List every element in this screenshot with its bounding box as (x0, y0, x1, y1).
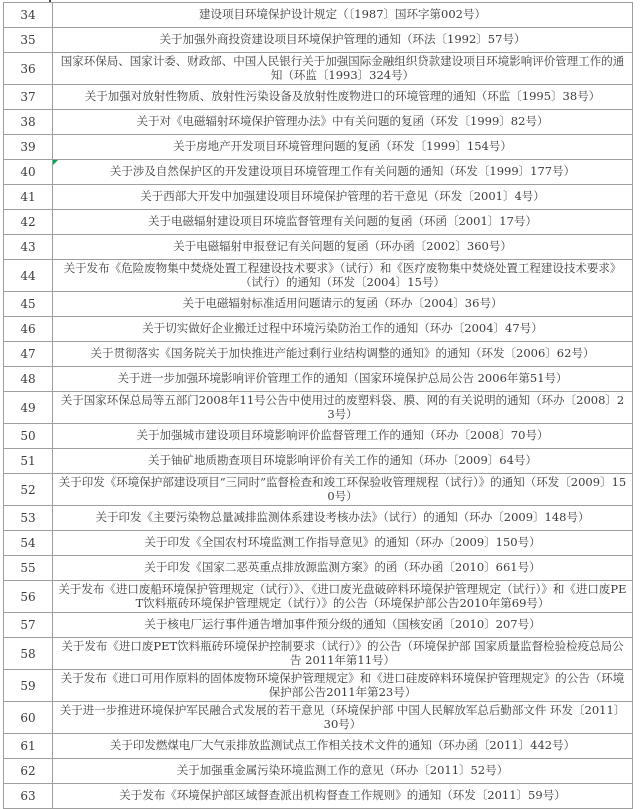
row-number-cell[interactable] (4, 556, 53, 581)
table-row (4, 734, 633, 759)
document-title: 关于电磁辐射申报登记有关问题的复函（环办函〔2002〕360号） (173, 239, 512, 254)
row-number: 54 (20, 536, 36, 550)
document-title: 关于加强城市建设项目环境影响评价监督管理工作的通知（环办〔2008〕70号） (136, 428, 549, 443)
document-title: 关于发布《危险废物集中焚烧处置工程建设技术要求》（试行）和《医疗废物集中焚烧处置工程建设技术要求》（试行）的通知（环发〔2004〕15号） (63, 261, 622, 289)
document-title-cell[interactable] (53, 28, 633, 53)
document-title: 关于对《电磁辐射环境保护管理办法》中有关问题的复函（环发〔1999〕82号） (136, 114, 549, 129)
document-title: 关于印发《主要污染物总量减排监测体系建设考核办法》（试行）的通知（环办〔2009〕148号） (95, 510, 590, 525)
document-title-cell[interactable] (53, 759, 633, 784)
row-number-cell[interactable] (4, 506, 53, 531)
table-row (4, 185, 633, 210)
table-row (4, 260, 633, 292)
row-number-cell[interactable] (4, 317, 53, 342)
row-number: 62 (20, 764, 36, 778)
table-row (4, 424, 633, 449)
row-number-cell[interactable] (4, 210, 53, 235)
table-row (4, 235, 633, 260)
table-row (4, 702, 633, 734)
row-number: 46 (20, 322, 36, 336)
table-row (4, 85, 633, 110)
document-title-cell[interactable] (53, 235, 633, 260)
row-number: 52 (20, 482, 36, 497)
table-row (4, 784, 633, 809)
table-row (4, 759, 633, 784)
document-title-cell[interactable] (53, 260, 633, 292)
table-row (4, 3, 633, 28)
row-number: 63 (20, 789, 36, 803)
document-title-cell[interactable] (53, 135, 633, 160)
table-row (4, 53, 633, 85)
document-title-cell[interactable] (53, 85, 633, 110)
document-title: 关于印发燃煤电厂大气汞排放监测试点工作相关技术文件的通知（环办函〔2011〕442号） (109, 738, 576, 753)
document-title-cell[interactable] (53, 185, 633, 210)
document-title-cell[interactable] (53, 292, 633, 317)
row-number: 43 (20, 240, 36, 254)
document-title-cell[interactable] (53, 3, 633, 28)
document-title-cell[interactable] (53, 392, 633, 424)
document-title: 关于贯彻落实《国务院关于加快推进产能过剩行业结构调整的通知》的通知（环发〔2006〕62号） (90, 346, 595, 361)
error-indicator-icon (53, 160, 58, 165)
table-row (4, 392, 633, 424)
row-number-cell[interactable] (4, 474, 53, 506)
row-number-cell[interactable] (4, 449, 53, 474)
row-number: 42 (20, 215, 36, 229)
document-title: 关于国家环保总局等五部门2008年11号公告中使用过的废塑料袋、膜、网的有关说明的通知（环办〔2008〕23号） (60, 393, 625, 421)
row-number: 57 (20, 618, 36, 632)
table-row (4, 110, 633, 135)
row-number: 38 (20, 115, 36, 129)
table-row (4, 342, 633, 367)
document-title: 关于铀矿地质勘查项目环境影响评价有关工作的通知（环办〔2009〕64号） (148, 453, 537, 468)
document-title: 关于电磁辐射建设项目环境监督管理有关问题的复函（环函〔2001〕17号） (148, 214, 537, 229)
row-number-cell[interactable] (4, 342, 53, 367)
row-number-cell[interactable] (4, 581, 53, 613)
row-number-cell[interactable] (4, 292, 53, 317)
table-row (4, 531, 633, 556)
document-title-cell[interactable] (53, 342, 633, 367)
document-title: 关于核电厂运行事件通告增加事件预分级的通知（国核安函〔2010〕207号） (144, 617, 541, 632)
table-row (4, 670, 633, 702)
document-title-cell[interactable] (53, 702, 633, 734)
row-number-cell[interactable] (4, 613, 53, 638)
table-row (4, 556, 633, 581)
document-title-cell[interactable] (53, 424, 633, 449)
document-title-cell[interactable] (53, 367, 633, 392)
table-row (4, 292, 633, 317)
table-row (4, 638, 633, 670)
document-title-cell[interactable] (53, 449, 633, 474)
row-number-cell[interactable] (4, 638, 53, 670)
row-number: 48 (20, 372, 36, 386)
document-title: 关于印发《国家二恶英重点排放源监测方案》的函（环办函〔2010〕661号） (144, 560, 541, 575)
table-row (4, 317, 633, 342)
row-number: 36 (20, 61, 36, 76)
row-number: 51 (20, 454, 36, 468)
row-number-cell[interactable] (4, 759, 53, 784)
document-title-cell[interactable] (53, 531, 633, 556)
table-row (4, 210, 633, 235)
row-number-cell[interactable] (4, 28, 53, 53)
document-title-cell[interactable] (53, 581, 633, 613)
document-title: 关于印发《全国农村环境监测工作指导意见》的通知（环办〔2009〕150号） (144, 535, 541, 550)
document-title: 关于加强外商投资建设项目环境保护管理的通知（环法〔1992〕57号） (159, 32, 526, 47)
row-number-cell[interactable] (4, 702, 53, 734)
row-number: 55 (20, 561, 36, 575)
row-number-cell[interactable] (4, 85, 53, 110)
row-number-cell[interactable] (4, 53, 53, 85)
document-title-cell[interactable] (53, 734, 633, 759)
row-number: 61 (20, 739, 36, 753)
row-number-cell[interactable] (4, 670, 53, 702)
row-number-cell[interactable] (4, 110, 53, 135)
row-number-cell[interactable] (4, 260, 53, 292)
document-title-cell[interactable] (53, 160, 633, 185)
document-title: 关于印发《环境保护部建设项目“三同时”监督检查和竣工环保验收管理规程（试行）》的通知（环发〔2009〕150号） (58, 475, 627, 503)
document-title: 关于房地产开发项目环境管理问题的复函（环发〔1999〕154号） (173, 139, 512, 154)
document-title: 关于发布《进口废PET饮料瓶砖环境保护控制要求（试行）》的公告（环境保护部 国家质量监督检验检疫总局公告 2011年第11号） (61, 639, 624, 667)
table-row (4, 474, 633, 506)
document-title-cell[interactable] (53, 506, 633, 531)
row-number: 44 (20, 268, 36, 283)
table-row (4, 449, 633, 474)
document-title: 关于发布《环境保护部区域督查派出机构督查工作规则》的通知（环发〔2011〕59号） (119, 788, 566, 803)
row-number: 37 (20, 90, 36, 104)
document-title: 关于进一步推进环境保护军民融合式发展的若干意见（环境保护部 中国人民解放军总后勤部文件 环发〔2011〕30号） (59, 703, 626, 731)
document-title: 关于切实做好企业搬迁过程中环境污染防治工作的通知（环办〔2004〕47号） (142, 321, 543, 336)
row-number: 60 (20, 710, 36, 725)
regulations-table (3, 2, 633, 809)
table-row (4, 160, 633, 185)
table-row (4, 506, 633, 531)
row-number: 56 (20, 589, 36, 604)
document-title: 建设项目环境保护设计规定（〔1987〕国环字第002号） (199, 7, 486, 22)
row-number-cell[interactable] (4, 531, 53, 556)
document-title: 关于西部大开发中加强建设项目环境保护管理的若干意见（环发〔2001〕4号） (140, 189, 545, 204)
document-title: 关于加强重金属污染环境监测工作的意见（环办〔2011〕52号） (176, 763, 509, 778)
document-title: 关于加强对放射性物质、放射性污染设备及放射性废物进口的环境管理的通知（环监〔1995〕38号） (84, 89, 601, 104)
row-number: 53 (20, 511, 36, 525)
row-number: 49 (20, 400, 36, 415)
document-title-cell[interactable] (53, 210, 633, 235)
row-number-cell[interactable] (4, 160, 53, 185)
row-number-cell[interactable] (4, 367, 53, 392)
document-title-cell[interactable] (53, 556, 633, 581)
row-number-cell[interactable] (4, 3, 53, 28)
row-number-cell[interactable] (4, 235, 53, 260)
row-number: 41 (20, 190, 36, 204)
row-number-cell[interactable] (4, 135, 53, 160)
document-title: 国家环保局、国家计委、财政部、中国人民银行关于加强国际金融组织贷款建设项目环境影响评价管理工作的通知（环监〔1993〕324号） (60, 54, 625, 82)
document-title-cell[interactable] (53, 638, 633, 670)
document-title: 关于发布《进口废船环境保护管理规定（试行）》、《进口废光盘破碎料环境保护管理规定（试行）》和《进口废PET饮料瓶砖环境保护管理规定（试行）》的公告（环境保护部公告2010年第69号） (58, 582, 627, 610)
table-row (4, 135, 633, 160)
document-title-cell[interactable] (53, 317, 633, 342)
row-number: 40 (20, 165, 36, 179)
table-row (4, 28, 633, 53)
regulations-table-body (4, 3, 633, 809)
document-title-cell[interactable] (53, 670, 633, 702)
row-number: 59 (20, 678, 36, 693)
row-number-cell[interactable] (4, 734, 53, 759)
row-number: 45 (20, 297, 36, 311)
row-number: 39 (20, 140, 36, 154)
document-title-cell[interactable] (53, 53, 633, 85)
row-number-cell[interactable] (4, 784, 53, 809)
row-number-cell[interactable] (4, 424, 53, 449)
table-row (4, 581, 633, 613)
document-title: 关于进一步加强环境影响评价管理工作的通知（国家环境保护总局公告 2006年第51号） (117, 371, 568, 386)
document-title: 关于涉及自然保护区的开发建设项目环境管理工作有关问题的通知（环发〔1999〕177号） (109, 164, 576, 179)
document-title-cell[interactable] (53, 474, 633, 506)
document-title-cell[interactable] (53, 110, 633, 135)
row-number: 58 (20, 646, 36, 661)
row-number-cell[interactable] (4, 392, 53, 424)
document-title-cell[interactable] (53, 784, 633, 809)
row-number: 34 (20, 8, 36, 22)
table-row (4, 367, 633, 392)
table-row (4, 613, 633, 638)
document-title-cell[interactable] (53, 613, 633, 638)
row-number: 50 (20, 429, 36, 443)
row-number: 35 (20, 33, 36, 47)
document-title: 关于电磁辐射标准适用问题请示的复函（环办〔2004〕36号） (182, 296, 503, 311)
document-title: 关于发布《进口可用作原料的固体废物环境保护管理规定》和《进口硅废碎料环境保护管理规定》的公告（环境保护部公告2011年第23号） (60, 671, 625, 699)
row-number-cell[interactable] (4, 185, 53, 210)
row-number: 47 (20, 347, 36, 361)
